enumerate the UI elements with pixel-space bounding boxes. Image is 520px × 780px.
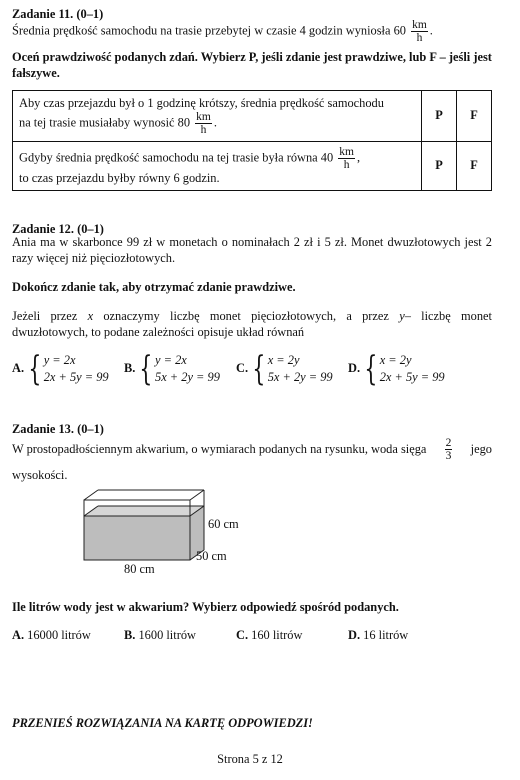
variable-x: x [87, 309, 94, 323]
unit-numerator: km [412, 19, 427, 31]
statement-text-b: to czas przejazdu byłby równy 6 godzin. [19, 170, 220, 185]
statement-text-a: Gdyby średnia prędkość samochodu na tej trasie była równa 40 [19, 150, 334, 165]
task11-table [12, 90, 492, 191]
false-option-f[interactable]: F [457, 91, 492, 142]
answer-label: C. [236, 628, 249, 642]
unit-numerator: km [196, 111, 211, 124]
brace-icon: { [28, 349, 42, 389]
brace-icon: { [252, 349, 266, 389]
brace-icon: { [139, 349, 153, 389]
dimension-depth-label: 50 cm [196, 549, 227, 563]
task11-instruction: Oceń prawdziwość podanych zdań. Wybierz P, jeśli zdanie jest prawdziwe, lub F – jeśli jest fałszywe. [12, 50, 492, 80]
answer-value: 16 litrów [363, 628, 409, 642]
task11-intro [12, 19, 433, 44]
equation-1: x = 2y [267, 353, 300, 368]
equation-1: y = 2x [43, 353, 76, 368]
unit-numerator: km [339, 145, 354, 158]
answer-a[interactable] [12, 628, 91, 644]
answer-value: 160 litrów [251, 628, 303, 642]
answer-d[interactable] [348, 628, 408, 644]
variable-y: y [399, 309, 405, 323]
equation-2: 5x + 2y = 99 [267, 370, 333, 384]
task13-intro-text-c: wysokości. [12, 468, 68, 482]
answer-label: A. [12, 628, 25, 642]
answer-label: D. [348, 628, 361, 642]
equation-system [139, 349, 220, 389]
brace-icon: { [364, 349, 378, 389]
option-d[interactable] [348, 349, 445, 389]
unit-denominator: h [416, 32, 423, 45]
statement-line-a [19, 146, 415, 171]
answer-value: 16000 litrów [27, 628, 91, 642]
table-row [13, 142, 492, 191]
equation-1: x = 2y [379, 353, 412, 368]
task12-lead [12, 309, 492, 340]
answer-b[interactable] [124, 628, 196, 644]
lead-text-b: oznaczymy liczbę monet pięciozłotowych, a przez [103, 309, 389, 323]
task13-question: Ile litrów wody jest w akwarium? Wybierz odpowiedź spośród podanych. [12, 600, 399, 614]
option-label: A. [12, 361, 25, 376]
task12-header: Zadanie 12. (0–1) [12, 222, 104, 236]
option-b[interactable] [124, 349, 220, 389]
option-label: B. [124, 361, 136, 376]
statement-cell [13, 91, 422, 142]
dimension-height-label: 60 cm [208, 517, 239, 531]
answer-c[interactable] [236, 628, 302, 644]
unit-fraction [338, 146, 355, 171]
equation-2: 5x + 2y = 99 [155, 370, 220, 384]
statement-cell [13, 142, 422, 191]
equation-system [28, 349, 109, 389]
dimension-length-label: 80 cm [124, 562, 155, 576]
task12-instruction: Dokończ zdanie tak, aby otrzymać zdanie prawdziwe. [12, 280, 296, 294]
task13-intro-text-a: W prostopadłościennym akwarium, o wymiarach podanych na rysunku, woda sięga [12, 441, 427, 456]
lead-text-c: – liczbę monet dwuzłotowych, to podane zależności opisuje układ równań [12, 309, 492, 339]
task11-intro-end: . [429, 23, 433, 38]
fraction-denominator: 3 [445, 450, 452, 463]
option-c[interactable] [236, 349, 333, 389]
statement-text-a-end: , [356, 150, 361, 165]
true-option-p[interactable]: P [422, 142, 457, 191]
equation-2: 2x + 5y = 99 [379, 370, 445, 384]
equation-system [252, 349, 333, 389]
transfer-notice: PRZENIEŚ ROZWIĄZANIA NA KARTĘ ODPOWIEDZI! [12, 716, 313, 730]
equation-system [364, 349, 445, 389]
answer-label: B. [124, 628, 136, 642]
equation-2: 2x + 5y = 99 [43, 370, 109, 384]
answer-value: 1600 litrów [138, 628, 196, 642]
option-label: C. [236, 361, 249, 376]
option-label: D. [348, 361, 361, 376]
unit-fraction [195, 111, 212, 136]
task11-header: Zadanie 11. (0–1) [12, 7, 104, 21]
option-a[interactable] [12, 349, 109, 389]
statement-line-b [19, 111, 415, 136]
unit-denominator: h [200, 124, 207, 137]
task13-intro-text-b: jego [470, 441, 492, 456]
unit-fraction [411, 19, 428, 44]
statement-text-b-end: . [213, 115, 217, 130]
task13-intro [12, 437, 492, 462]
equation-1: y = 2x [155, 353, 187, 368]
water-fraction [445, 437, 453, 462]
true-option-p[interactable]: P [422, 91, 457, 142]
false-option-f[interactable]: F [457, 142, 492, 191]
lead-text-a: Jeżeli przez [12, 309, 78, 323]
task11-intro-text: Średnia prędkość samochodu na trasie przebytej w czasie 4 godzin wyniosła 60 [12, 23, 406, 38]
fraction-numerator: 2 [445, 437, 452, 449]
statement-text-a: Aby czas przejazdu był o 1 godzinę krótszy, średnia prędkość samochodu [19, 95, 384, 110]
water-surface [84, 506, 204, 516]
page-number: Strona 5 z 12 [217, 752, 283, 766]
task12-intro: Ania ma w skarbonce 99 zł w monetach o nominałach 2 zł i 5 zł. Monet dwuzłotowych jest 2 razy więcej niż pięciozłotowych. [12, 235, 492, 265]
table-row [13, 91, 492, 142]
task13-header: Zadanie 13. (0–1) [12, 422, 104, 436]
statement-text-b: na tej trasie musiałaby wynosić 80 [19, 115, 191, 130]
unit-denominator: h [343, 158, 350, 171]
